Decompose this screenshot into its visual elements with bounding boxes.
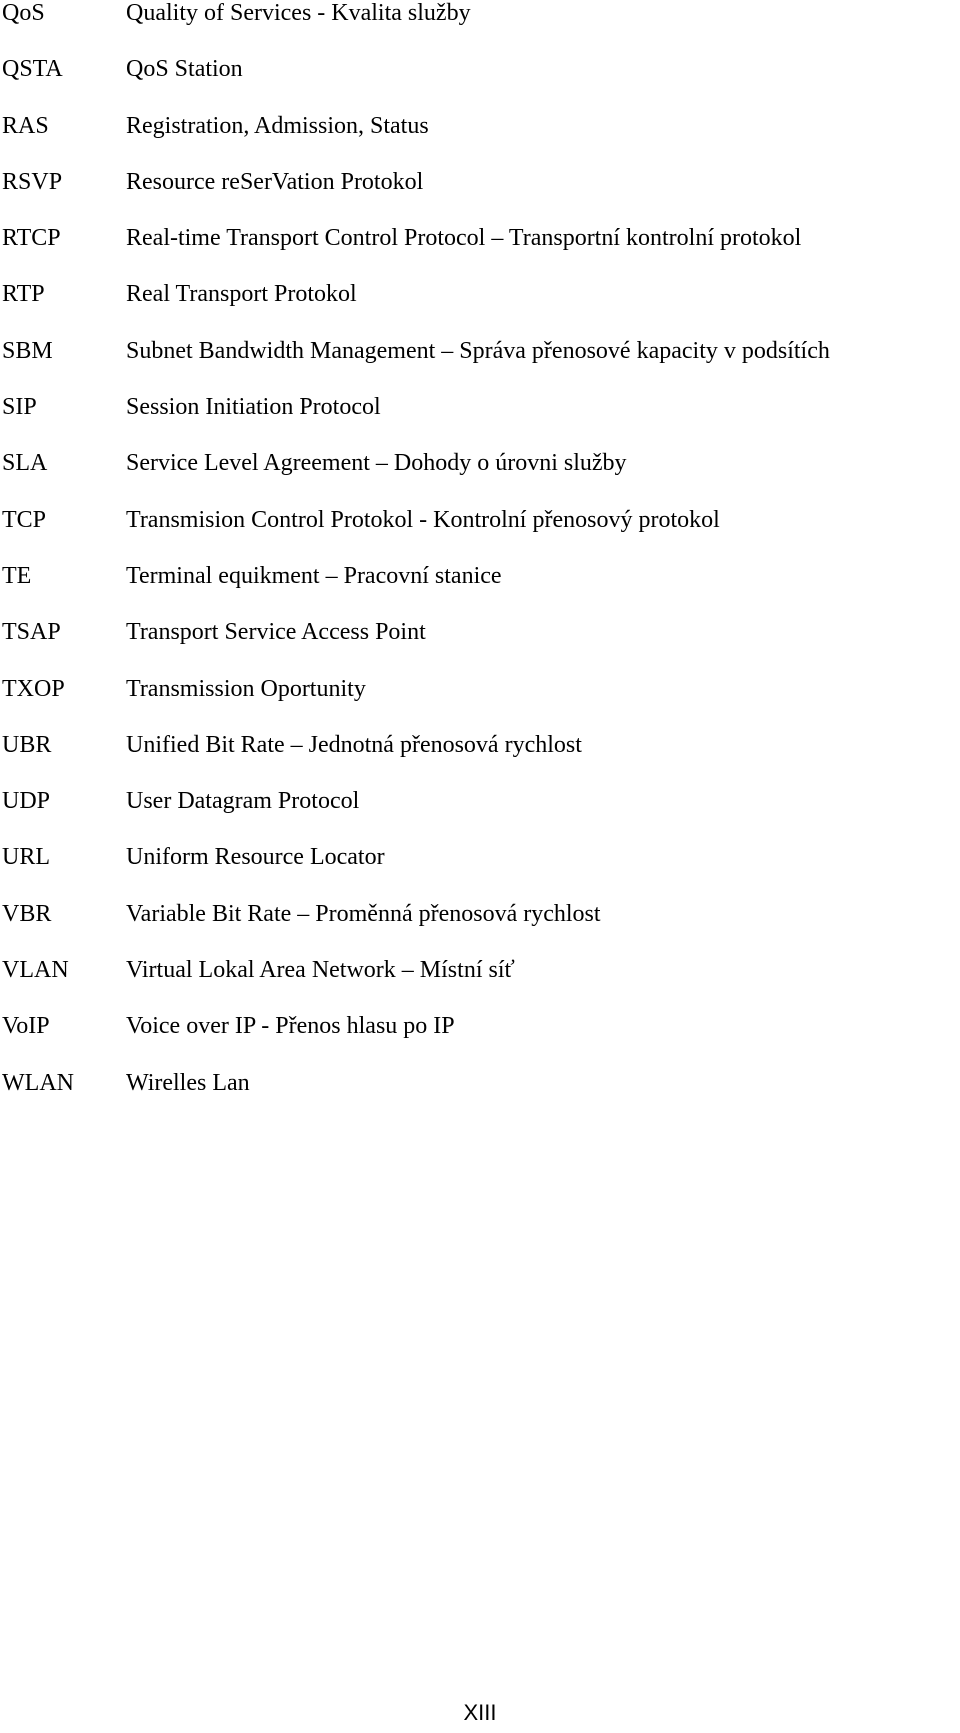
abbreviation-term: RSVP bbox=[2, 168, 63, 195]
abbreviation-row bbox=[2, 619, 952, 675]
abbreviation-definition: Terminal equikment – Pracovní stanice bbox=[126, 562, 502, 589]
abbreviation-definition: Registration, Admission, Status bbox=[126, 112, 429, 139]
abbreviation-term: TCP bbox=[2, 506, 47, 533]
abbreviation-term: RTP bbox=[2, 281, 45, 308]
abbreviation-row bbox=[2, 113, 952, 169]
abbreviation-row bbox=[2, 225, 952, 281]
abbreviation-term: TE bbox=[2, 562, 32, 589]
abbreviation-row bbox=[2, 732, 952, 788]
abbreviation-row bbox=[2, 169, 952, 225]
abbreviation-term: VLAN bbox=[2, 957, 69, 984]
abbreviation-term: VoIP bbox=[2, 1013, 50, 1040]
abbreviation-row bbox=[2, 507, 952, 563]
abbreviation-row bbox=[2, 901, 952, 957]
abbreviation-term: TXOP bbox=[2, 675, 65, 702]
abbreviation-row bbox=[2, 676, 952, 732]
abbreviation-definition: Transmision Control Protokol - Kontrolní přenosový protokol bbox=[126, 506, 720, 533]
abbreviation-definition: Real-time Transport Control Protocol – Transportní kontrolní protokol bbox=[126, 225, 802, 252]
abbreviation-definition: Real Transport Protokol bbox=[126, 281, 357, 308]
abbreviation-row bbox=[2, 281, 952, 337]
abbreviation-row bbox=[2, 338, 952, 394]
abbreviation-term: SIP bbox=[2, 394, 37, 421]
abbreviation-row bbox=[2, 1070, 952, 1126]
abbreviation-term: QSTA bbox=[2, 56, 63, 83]
abbreviation-term: RTCP bbox=[2, 225, 61, 252]
abbreviation-term: URL bbox=[2, 844, 50, 871]
abbreviation-term: SLA bbox=[2, 450, 48, 477]
abbreviation-row bbox=[2, 1013, 952, 1069]
abbreviation-term: UDP bbox=[2, 788, 51, 815]
abbreviation-list bbox=[2, 0, 952, 1126]
abbreviation-term: UBR bbox=[2, 731, 52, 758]
abbreviation-definition: Wirelles Lan bbox=[126, 1069, 250, 1096]
abbreviation-definition: Transport Service Access Point bbox=[126, 619, 426, 646]
abbreviation-definition: Variable Bit Rate – Proměnná přenosová rychlost bbox=[126, 900, 601, 927]
abbreviation-definition: Session Initiation Protocol bbox=[126, 394, 381, 421]
page-number: XIII bbox=[463, 1700, 497, 1725]
abbreviation-term: RAS bbox=[2, 112, 49, 139]
abbreviation-row bbox=[2, 450, 952, 506]
abbreviation-row bbox=[2, 563, 952, 619]
abbreviation-row bbox=[2, 394, 952, 450]
abbreviation-definition: QoS Station bbox=[126, 56, 243, 83]
abbreviation-definition: Subnet Bandwidth Management – Správa přenosové kapacity v podsítích bbox=[126, 337, 830, 364]
abbreviation-definition: Quality of Services - Kvalita služby bbox=[126, 0, 471, 26]
abbreviation-term: TSAP bbox=[2, 619, 61, 646]
abbreviation-row bbox=[2, 0, 952, 56]
abbreviation-term: QoS bbox=[2, 0, 45, 26]
abbreviation-definition: Transmission Oportunity bbox=[126, 675, 366, 702]
abbreviation-row bbox=[2, 957, 952, 1013]
abbreviation-row bbox=[2, 844, 952, 900]
abbreviation-definition: Unified Bit Rate – Jednotná přenosová rychlost bbox=[126, 731, 582, 758]
abbreviation-term: SBM bbox=[2, 337, 53, 364]
abbreviation-term: WLAN bbox=[2, 1069, 74, 1096]
abbreviation-term: VBR bbox=[2, 900, 52, 927]
abbreviation-definition: Service Level Agreement – Dohody o úrovni služby bbox=[126, 450, 627, 477]
abbreviation-definition: Voice over IP - Přenos hlasu po IP bbox=[126, 1013, 455, 1040]
abbreviation-definition: Resource reSerVation Protokol bbox=[126, 168, 424, 195]
abbreviation-definition: User Datagram Protocol bbox=[126, 788, 360, 815]
abbreviation-definition: Virtual Lokal Area Network – Místní síť bbox=[126, 957, 515, 984]
abbreviation-definition: Uniform Resource Locator bbox=[126, 844, 385, 871]
abbreviation-row bbox=[2, 56, 952, 112]
abbreviation-row bbox=[2, 788, 952, 844]
